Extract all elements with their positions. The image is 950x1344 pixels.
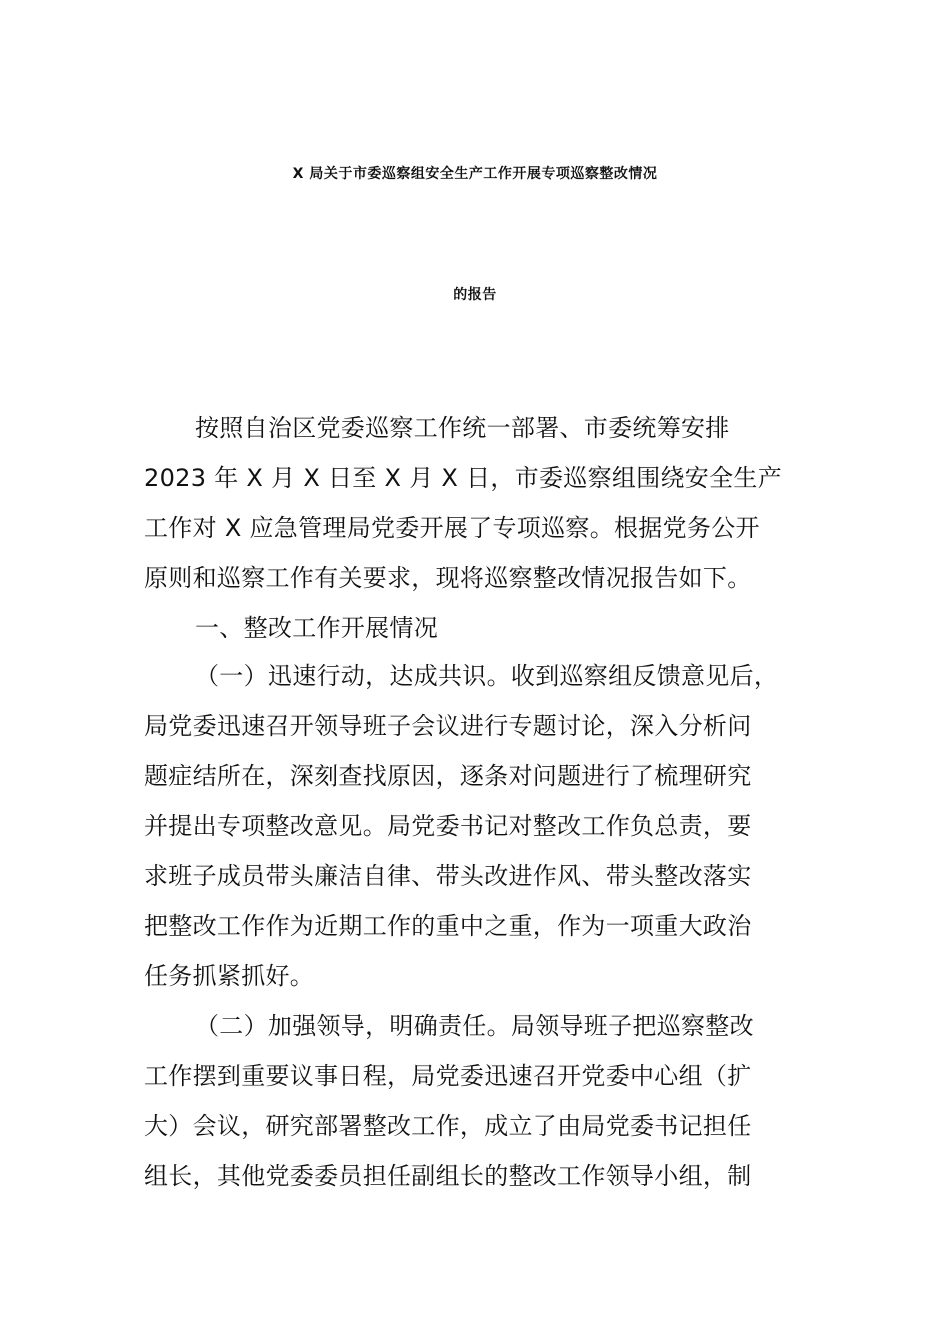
- report-title-line-2: 的报告: [453, 287, 497, 303]
- body-line: 大）会议，研究部署整改工作，成立了由局党委书记担任: [144, 1112, 752, 1140]
- body-line: 工作对 X 应急管理局党委开展了专项巡察。根据党务公开: [144, 514, 760, 542]
- body-line: 求班子成员带头廉洁自律、带头改进作风、带头整改落实: [144, 862, 752, 890]
- subsection-heading: （一）迅速行动，达成共识。收到巡察组反馈意见后，: [195, 662, 779, 690]
- body-line: 局党委迅速召开领导班子会议进行专题讨论，深入分析问: [144, 712, 752, 740]
- report-title-line-1: X 局关于市委巡察组安全生产工作开展专项巡察整改情况: [292, 166, 658, 182]
- body-line: 把整改工作作为近期工作的重中之重，作为一项重大政治: [144, 912, 752, 940]
- body-line: 按照自治区党委巡察工作统一部署、市委统筹安排: [195, 414, 730, 442]
- body-line: 并提出专项整改意见。局党委书记对整改工作负总责，要: [144, 812, 752, 840]
- body-line: 原则和巡察工作有关要求，现将巡察整改情况报告如下。: [144, 564, 752, 592]
- body-line: 组长，其他党委委员担任副组长的整改工作领导小组，制: [144, 1162, 752, 1190]
- subsection-heading: （二）加强领导，明确责任。局领导班子把巡察整改: [195, 1012, 754, 1040]
- section-heading: 一、整改工作开展情况: [195, 614, 438, 642]
- body-line: 题症结所在，深刻查找原因，逐条对问题进行了梳理研究: [144, 762, 752, 790]
- body-line: 2023 年 X 月 X 日至 X 月 X 日，市委巡察组围绕安全生产: [144, 464, 783, 492]
- body-line: 任务抓紧抓好。: [144, 962, 315, 990]
- body-line: 工作摆到重要议事日程，局党委迅速召开党委中心组（扩: [144, 1062, 752, 1090]
